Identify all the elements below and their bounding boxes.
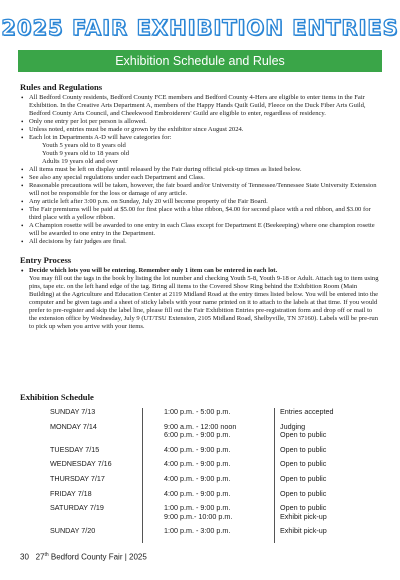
schedule-day: SUNDAY 7/20 bbox=[50, 526, 96, 536]
table-row bbox=[20, 490, 380, 499]
table-row bbox=[20, 460, 380, 469]
list-item: • A Champion rosette will be awarded to one entry in each Class except for Department E (Beekeeping) where one champion rosette will be awarded to one entry in the Department. bbox=[29, 222, 380, 238]
schedule-event: Entries accepted bbox=[280, 407, 334, 416]
schedule-day: SUNDAY 7/13 bbox=[50, 407, 96, 416]
schedule-event: Open to public bbox=[280, 459, 327, 469]
list-item: • The Fair premiums will be paid at $5.00 for first place with a blue ribbon, $4.00 for second place with a red ribbon, and $3.00 for third place with a yellow ribbon. bbox=[29, 206, 380, 222]
category-item: Adults 19 years old and over bbox=[42, 158, 118, 165]
schedule-event: Judging Open to public bbox=[280, 421, 327, 440]
schedule-event: Open to public bbox=[280, 473, 327, 483]
table-row bbox=[20, 446, 380, 455]
exhibition-schedule bbox=[20, 392, 380, 542]
schedule-time: 9:00 a.m. - 12:00 noon 6:00 p.m. - 9:00 p.m. bbox=[164, 421, 237, 440]
table-row bbox=[20, 423, 380, 440]
list-item: • Reasonable precautions will be taken, however, the fair board and/or University of Tennessee/Tennessee State University Extension will not be responsible for the loss or damage of any article. bbox=[29, 182, 380, 198]
schedule-day: SATURDAY 7/19 bbox=[50, 503, 104, 513]
schedule-event: Exhibit pick-up bbox=[280, 526, 327, 536]
footer-text: Bedford County Fair | 2025 bbox=[50, 552, 147, 562]
column-divider bbox=[274, 408, 275, 543]
schedule-time: 1:00 p.m. - 3:00 p.m. bbox=[164, 526, 231, 536]
schedule-event: Open to public bbox=[280, 444, 327, 454]
page-title: 2025 FAIR EXHIBITION ENTRIES bbox=[1, 16, 399, 40]
rules-list-2 bbox=[20, 166, 380, 246]
schedule-event: Open to public bbox=[280, 488, 327, 498]
schedule-time: 1:00 p.m. - 5:00 p.m. bbox=[164, 407, 231, 416]
list-item: • See also any special regulations under each Department and Class. bbox=[29, 174, 380, 182]
list-item: • Unless noted, entries must be made or grown by the exhibitor since August 2024. bbox=[29, 126, 380, 134]
category-item: Youth 9 years old to 18 years old bbox=[42, 150, 130, 157]
fair-ordinal-suffix: th bbox=[44, 552, 49, 558]
schedule-time: 4:00 p.m. - 9:00 p.m. bbox=[164, 444, 231, 454]
schedule-event: Open to public Exhibit pick-up bbox=[280, 503, 327, 521]
table-row bbox=[20, 527, 380, 536]
list-item: • Each lot in Departments A-D will have categories for: bbox=[29, 134, 380, 142]
list-item: • Decide which lots you will be entering. Remember only 1 item can be entered in each lot. bbox=[29, 267, 380, 275]
list-item: • All Bedford County residents, Bedford County FCE members and Bedford County 4-Hers are eligible to enter items in the Fair Exhibition. In the Creative Arts Department A, members of the Happy Hands Quilt Guild, Fleece on the Duck Fiber Arts Guild, Bedford County Arts Council, and Cheekwood Embroiderers' Guild are eligible to enter, regardless of residency. bbox=[29, 94, 380, 118]
page-footer bbox=[20, 552, 147, 562]
schedule-time: 4:00 p.m. - 9:00 p.m. bbox=[164, 459, 231, 469]
table-row bbox=[20, 475, 380, 484]
page-number: 30 bbox=[20, 552, 29, 562]
rules-content bbox=[20, 82, 380, 331]
schedule-table bbox=[20, 408, 380, 536]
schedule-day: THURSDAY 7/17 bbox=[50, 473, 105, 483]
list-item: • Only one entry per lot per person is allowed. bbox=[29, 118, 380, 126]
list-item: • All decisions by fair judges are final. bbox=[29, 238, 380, 246]
schedule-time: 4:00 p.m. - 9:00 p.m. bbox=[164, 473, 231, 483]
category-item: Youth 5 years old to 8 years old bbox=[42, 142, 126, 149]
entry-heading: Entry Process bbox=[20, 255, 72, 265]
schedule-day: WEDNESDAY 7/16 bbox=[50, 459, 112, 469]
rules-list bbox=[20, 94, 380, 142]
list-item: • Any article left after 3:00 p.m. on Sunday, July 20 will become property of the Fair Board. bbox=[29, 198, 380, 206]
fair-ordinal-number: 27 bbox=[35, 552, 45, 562]
schedule-day: MONDAY 7/14 bbox=[50, 421, 97, 431]
table-row bbox=[20, 504, 380, 521]
schedule-heading: Exhibition Schedule bbox=[20, 392, 94, 402]
schedule-time: 1:00 p.m. - 9:00 p.m. 9:00 p.m.- 10:00 p.m. bbox=[164, 503, 233, 521]
table-row bbox=[20, 408, 380, 417]
section-banner: Exhibition Schedule and Rules bbox=[18, 50, 382, 72]
schedule-day: FRIDAY 7/18 bbox=[50, 488, 92, 498]
schedule-time: 4:00 p.m. - 9:00 p.m. bbox=[164, 488, 231, 498]
schedule-day: TUESDAY 7/15 bbox=[50, 444, 100, 454]
list-item: • All items must be left on display until released by the Fair during official pick-up times as listed below. bbox=[29, 166, 380, 174]
entry-list bbox=[20, 267, 380, 275]
rules-heading: Rules and Regulations bbox=[20, 82, 103, 92]
entry-paragraph: You may fill out the tags in the book by listing the lot number and checking Youth 5-8, Youth 9-18 or Adult. Attach tag to item using pins, tape etc. on the left hand edge of the tag. Bring all items to the Covered Show Ring behind the Exhibition Room (Main Building) at the Agriculture and Education Center at 2119 Midland Road at the entry times listed below. You will be entered into the computer and be given tags and a sheet of sticky labels with your name printed on it to attach to the labels at that time. If you would prefer to pre-register and skip the label line, please fill out the Fair Exhibition Entries pre-registration form and drop off or mail to the extension office by Wednesday, July 9 (UT/TSU Extension, 2105 Midland Road, Shelbyville, TN 37160). Labels will be pre-run to pick up when you arrive with your items. bbox=[29, 275, 379, 330]
column-divider bbox=[142, 408, 143, 543]
